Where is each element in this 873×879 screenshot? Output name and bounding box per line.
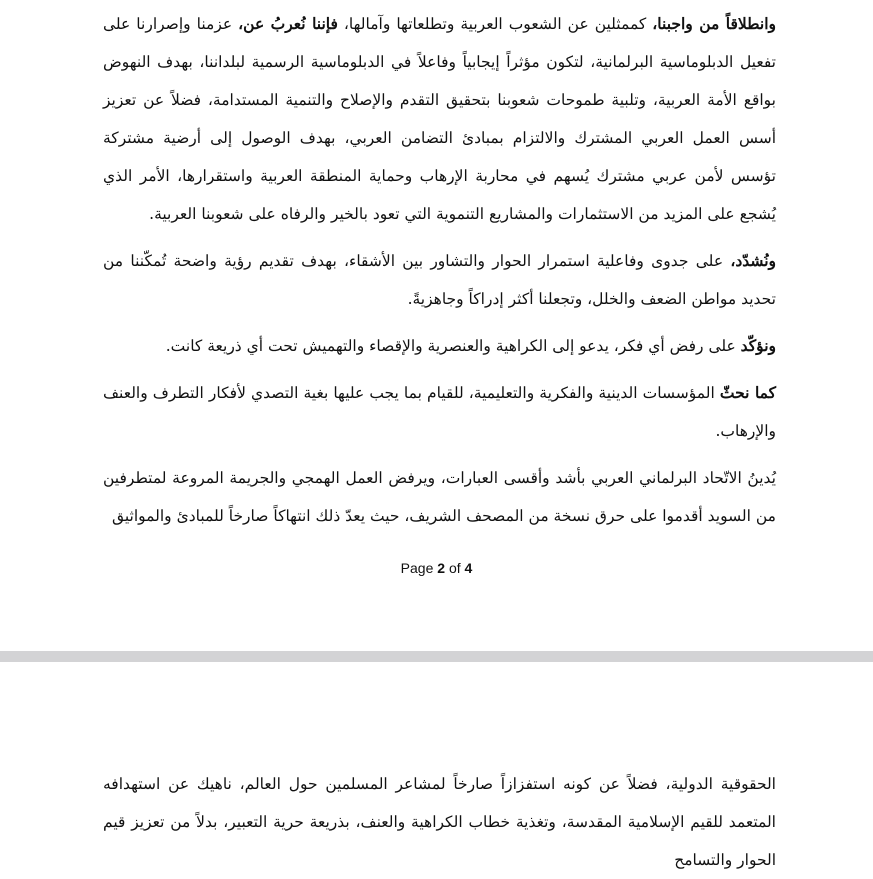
page-separator	[0, 651, 873, 662]
paragraph-condemn	[103, 459, 776, 535]
paragraph-text: عزمنا وإصرارنا على تفعيل الدبلوماسية البرلمانية، لتكون مؤثراً إيجابياً وفاعلاً في الدبلوماسية الرسمية لبلداننا، بهدف النهوض بواقع الأمة العربية، وتلبية طموحات شعوبنا بتحقيق التقدم والإصلاح والتنمية المستدامة، فضلاً عن تعزيز أسس العمل العربي المشترك والالتزام بمبادئ التضامن العربي، بهدف الوصول إلى أرضية مشتركة تؤسس لأمن عربي مشترك يُسهم في محاربة الإرهاب وحماية المنطقة العربية واستقرارها، الأمر الذي يُشجع على المزيد من الاستثمارات والمشاريع التنموية التي تعود بالخير والرفاه على شعوبنا العربية.	[103, 15, 776, 223]
paragraph-affirm	[103, 327, 776, 365]
page-label: Page	[400, 560, 438, 576]
paragraph-urge	[103, 374, 776, 450]
paragraph-text: المؤسسات الدينية والفكرية والتعليمية، للقيام بما يجب عليها بغية التصدي لأفكار التطرف والعنف والإرهاب.	[103, 384, 776, 440]
page-of-label: of	[445, 560, 465, 576]
bold-lead: وانطلاقاً من واجبنا،	[652, 14, 776, 33]
page-body	[103, 765, 776, 879]
document-page-3	[0, 662, 873, 869]
bold-lead: ونُشدّد،	[730, 251, 776, 270]
paragraph-continued: الحقوقية الدولية، فضلاً عن كونه استفزازاً صارخاً لمشاعر المسلمين حول العالم، ناهيك عن استهدافه المتعمد للقيم الإسلامية المقدسة، وتغذية خطاب الكراهية والعنف، بذريعة حرية التعبير، بدلاً من تعزيز قيم الحوار والتسامح	[103, 775, 776, 869]
paragraph-text: يُدينُ الاتّحاد البرلماني العربي بأشد وأقسى العبارات، ويرفض العمل الهمجي والجريمة المروعة لمتطرفين من السويد أقدموا على حرق نسخة من المصحف الشريف، حيث يعدّ ذلك انتهاكاً صارخاً للمبادئ والمواثيق	[103, 469, 776, 525]
paragraph-resolve	[103, 5, 776, 233]
paragraph-text: كممثلين عن الشعوب العربية وتطلعاتها وآمالها،	[337, 15, 653, 33]
paragraph-text: على رفض أي فكر، يدعو إلى الكراهية والعنصرية والإقصاء والتهميش تحت أي ذريعة كانت.	[165, 337, 741, 355]
page-number-footer	[0, 560, 873, 576]
paragraph-emphasize	[103, 242, 776, 318]
paragraph-text: على جدوى وفاعلية استمرار الحوار والتشاور بين الأشقاء، بهدف تقديم رؤية واضحة تُمكّننا من تحديد مواطن الضعف والخلل، وتجعلنا أكثر إدراكاً وجاهزيةً.	[103, 252, 776, 308]
total-page-count: 4	[464, 560, 473, 576]
current-page-number: 2	[437, 560, 446, 576]
bold-phrase: فإننا نُعربُ عن،	[238, 14, 338, 33]
bold-lead: كما نحثّ	[719, 383, 777, 402]
bold-lead: ونؤكّد	[740, 336, 776, 355]
page-body	[103, 5, 776, 535]
